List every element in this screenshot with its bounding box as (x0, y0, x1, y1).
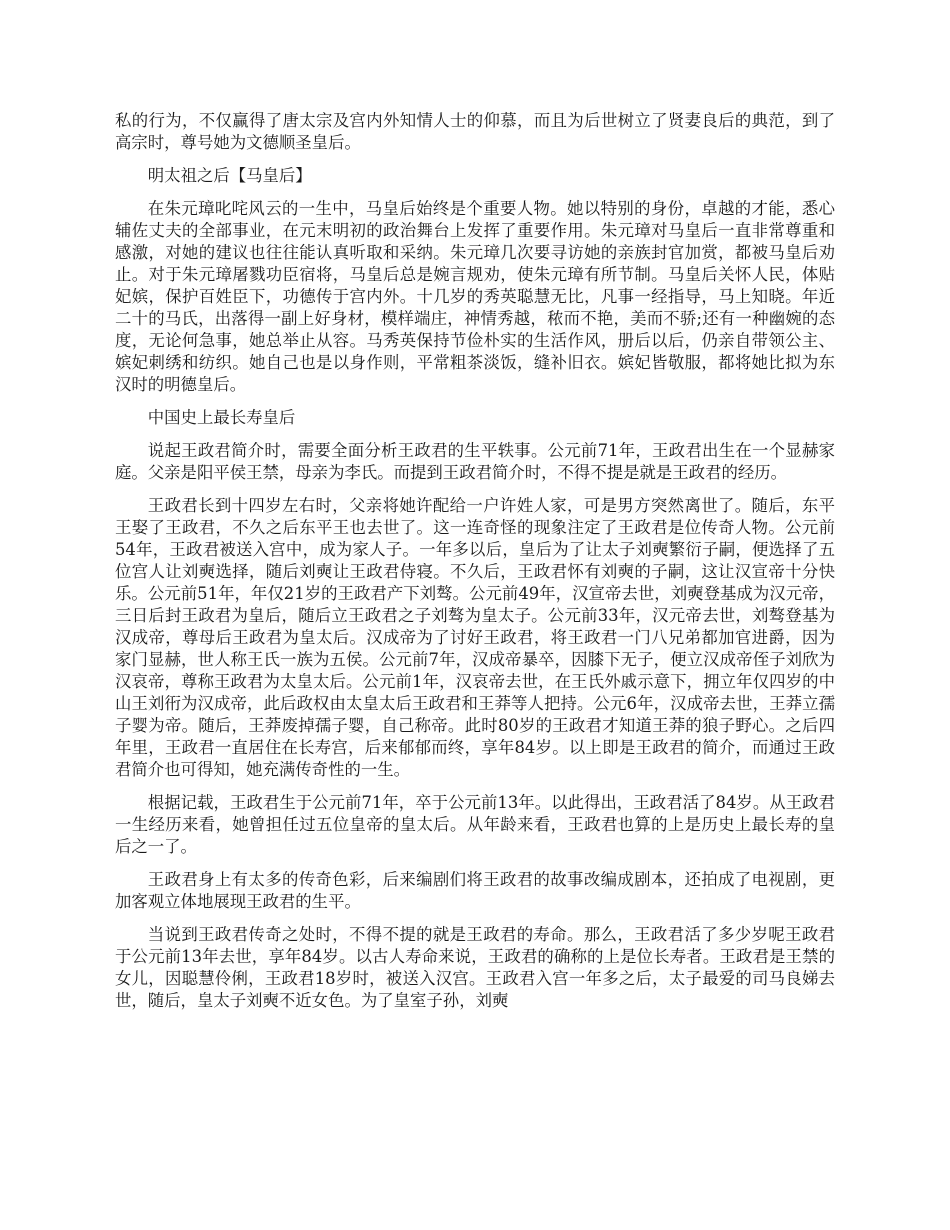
document-body (115, 110, 835, 1023)
paragraph-text: 在朱元璋叱咤风云的一生中，马皇后始终是个重要人物。她以特别的身份，卓越的才能，悉心辅佐丈夫的全部事业，在元末明初的政治舞台上发挥了重要作用。朱元璋对马皇后一直非常尊重和感激，对她的建议也往往能认真听取和采纳。朱元璋几次要寻访她的亲族封官加赏，都被马皇后劝止。对于朱元璋屠戮功臣宿将，马皇后总是婉言规劝，使朱元璋有所节制。马皇后关怀人民，体贴妃嫔，保护百姓臣下，功德传于宫内外。十几岁的秀英聪慧无比，凡事一经指导，马上知晓。年近二十的马氏，出落得一副上好身材，模样端庄，神情秀越，秾而不艳，美而不骄;还有一种幽婉的态度，无论何急事，她总举止从容。马秀英保持节俭朴实的生活作风，册后以后，仍亲自带领公主、嫔妃刺绣和纺织。她自己也是以身作则，平常粗茶淡饭，缝补旧衣。嫔妃皆敬服，都将她比拟为东汉时的明德皇后。 (115, 199, 835, 394)
paragraph-text: 王政君身上有太多的传奇色彩，后来编剧们将王政君的故事改编成剧本，还拍成了电视剧，更加客观立体地展现王政君的生平。 (115, 870, 835, 911)
paragraph-text: 王政君长到十四岁左右时，父亲将她许配给一户许姓人家，可是男方突然离世了。随后，东平王娶了王政君，不久之后东平王也去世了。这一连奇怪的现象注定了王政君是位传奇人物。公元前54年，王政君被送入宫中，成为家人子。一年多以后，皇后为了让太子刘奭繁衍子嗣，便选择了五位宫人让刘奭选择，随后刘奭让王政君侍寝。不久后，王政君怀有刘奭的子嗣，这让汉宣帝十分快乐。公元前51年，年仅21岁的王政君产下刘骜。公元前49年，汉宣帝去世，刘奭登基成为汉元帝，三日后封王政君为皇后，随后立王政君之子刘骜为皇太子。公元前33年，汉元帝去世，刘骜登基为汉成帝，尊母后王政君为皇太后。汉成帝为了讨好王政君，将王政君一门八兄弟都加官进爵，因为家门显赫，世人称王氏一族为五侯。公元前7年，汉成帝暴卒，因膝下无子，便立汉成帝侄子刘欣为汉哀帝，尊称王政君为太皇太后。公元前1年，汉哀帝去世，在王氏外戚示意下，拥立年仅四岁的中山王刘衎为汉成帝，此后政权由太皇太后王政君和王莽等人把持。公元6年，汉成帝去世，王莽立孺子婴为帝。随后，王莽废掉孺子婴，自己称帝。此时80岁的王政君才知道王莽的狼子野心。之后四年里，王政君一直居住在长寿宫，后来郁郁而终，享年84岁。以上即是王政君的简介，而通过王政君简介也可得知，她充满传奇性的一生。 (115, 496, 835, 779)
paragraph-text: 私的行为，不仅赢得了唐太宗及宫内外知情人士的仰慕，而且为后世树立了贤妻良后的典范，到了高宗时，尊号她为文德顺圣皇后。 (115, 111, 835, 152)
section-heading: 明太祖之后【马皇后】 (147, 166, 312, 185)
paragraph-text: 当说到王政君传奇之处时，不得不提的就是王政君的寿命。那么，王政君活了多少岁呢王政君于公元前13年去世，享年84岁。以古人寿命来说，王政君的确称的上是位长寿者。王政君是王禁的女儿，因聪慧伶俐，王政君18岁时，被送入汉宫。王政君入宫一年多之后，太子最爱的司马良娣去世，随后，皇太子刘奭不近女色。为了皇室子孙，刘奭 (115, 925, 835, 1010)
section-heading: 中国史上最长寿皇后 (147, 408, 296, 427)
paragraph-text: 根据记载，王政君生于公元前71年，卒于公元前13年。以此得出，王政君活了84岁。从王政君一生经历来看，她曾担任过五位皇帝的皇太后。从年龄来看，王政君也算的上是历史上最长寿的皇后之一了。 (115, 793, 835, 856)
paragraph-text: 说起王政君简介时，需要全面分析王政君的生平轶事。公元前71年，王政君出生在一个显赫家庭。父亲是阳平侯王禁，母亲为李氏。而提到王政君简介时，不得不提是就是王政君的经历。 (115, 441, 835, 482)
